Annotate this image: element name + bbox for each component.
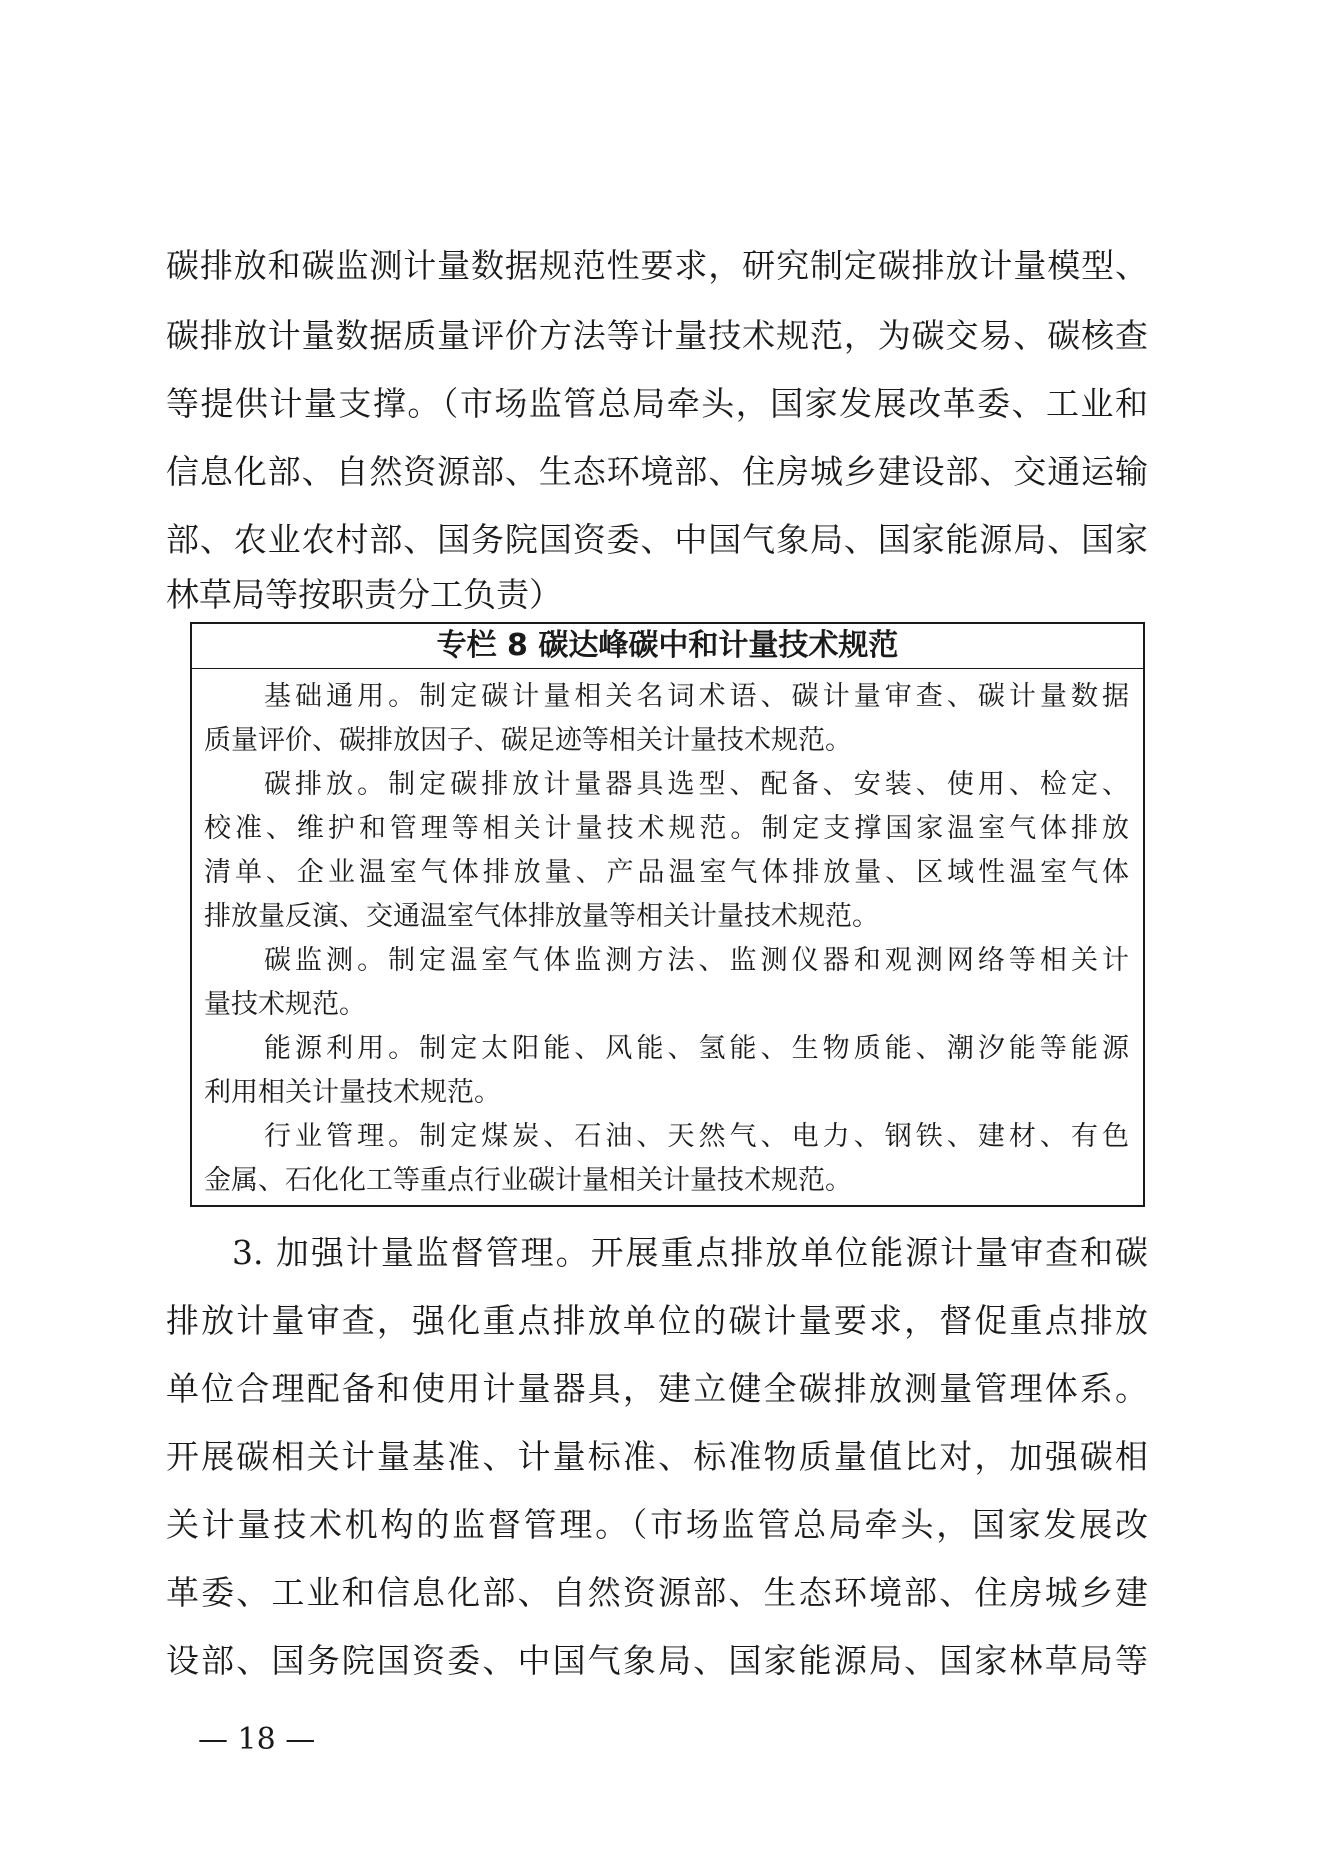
paragraph-2-line: 开展碳相关计量基准、计量标准、标准物质量值比对，加强碳相 [166, 1437, 1148, 1476]
paragraph-2-line: 关计量技术机构的监督管理。（市场监管总局牵头，国家发展改 [166, 1505, 1148, 1544]
paragraph-1-line: 碳排放和碳监测计量数据规范性要求，研究制定碳排放计量模型、 [166, 246, 1148, 285]
paragraph-1-line: 信息化部、自然资源部、生态环境部、住房城乡建设部、交通运输 [166, 452, 1148, 491]
box-line: 排放量反演、交通温室气体排放量等相关计量技术规范。 [204, 901, 879, 932]
box-line: 量技术规范。 [204, 989, 366, 1020]
paragraph-2-line: 设部、国务院国资委、中国气象局、国家能源局、国家林草局等 [166, 1641, 1148, 1680]
box-line: 利用相关计量技术规范。 [204, 1077, 501, 1108]
box-line: 碳排放。制定碳排放计量器具选型、配备、安装、使用、检定、 [264, 769, 1129, 800]
box-line: 能源利用。制定太阳能、风能、氢能、生物质能、潮汐能等能源 [264, 1033, 1129, 1064]
paragraph-1-line: 碳排放计量数据质量评价方法等计量技术规范，为碳交易、碳核查 [166, 316, 1148, 355]
paragraph-1-line: 等提供计量支撑。（市场监管总局牵头，国家发展改革委、工业和 [166, 384, 1148, 423]
box-line: 清单、企业温室气体排放量、产品温室气体排放量、区域性温室气体 [204, 857, 1129, 888]
page-number: — 18 — [198, 1722, 316, 1757]
box-line: 质量评价、碳排放因子、碳足迹等相关计量技术规范。 [204, 725, 852, 756]
box-line: 金属、石化化工等重点行业碳计量相关计量技术规范。 [204, 1165, 852, 1196]
paragraph-2-line: 革委、工业和信息化部、自然资源部、生态环境部、住房城乡建 [166, 1573, 1148, 1612]
column-box-title: 专栏 8 碳达峰碳中和计量技术规范 [192, 624, 1143, 669]
box-line: 基础通用。制定碳计量相关名词术语、碳计量审查、碳计量数据 [264, 681, 1129, 712]
column-box [190, 622, 1145, 1207]
box-line: 碳监测。制定温室气体监测方法、监测仪器和观测网络等相关计 [264, 945, 1129, 976]
paragraph-2-line: 3. 加强计量监督管理。开展重点排放单位能源计量审查和碳 [232, 1233, 1148, 1272]
box-line: 行业管理。制定煤炭、石油、天然气、电力、钢铁、建材、有色 [264, 1121, 1129, 1152]
box-line: 校准、维护和管理等相关计量技术规范。制定支撑国家温室气体排放 [204, 813, 1129, 844]
paragraph-1-line: 部、农业农村部、国务院国资委、中国气象局、国家能源局、国家 [166, 520, 1148, 559]
paragraph-2-line: 单位合理配备和使用计量器具，建立健全碳排放测量管理体系。 [166, 1369, 1148, 1408]
paragraph-1-line: 林草局等按职责分工负责） [166, 575, 562, 614]
paragraph-2-line: 排放计量审查，强化重点排放单位的碳计量要求，督促重点排放 [166, 1301, 1148, 1340]
